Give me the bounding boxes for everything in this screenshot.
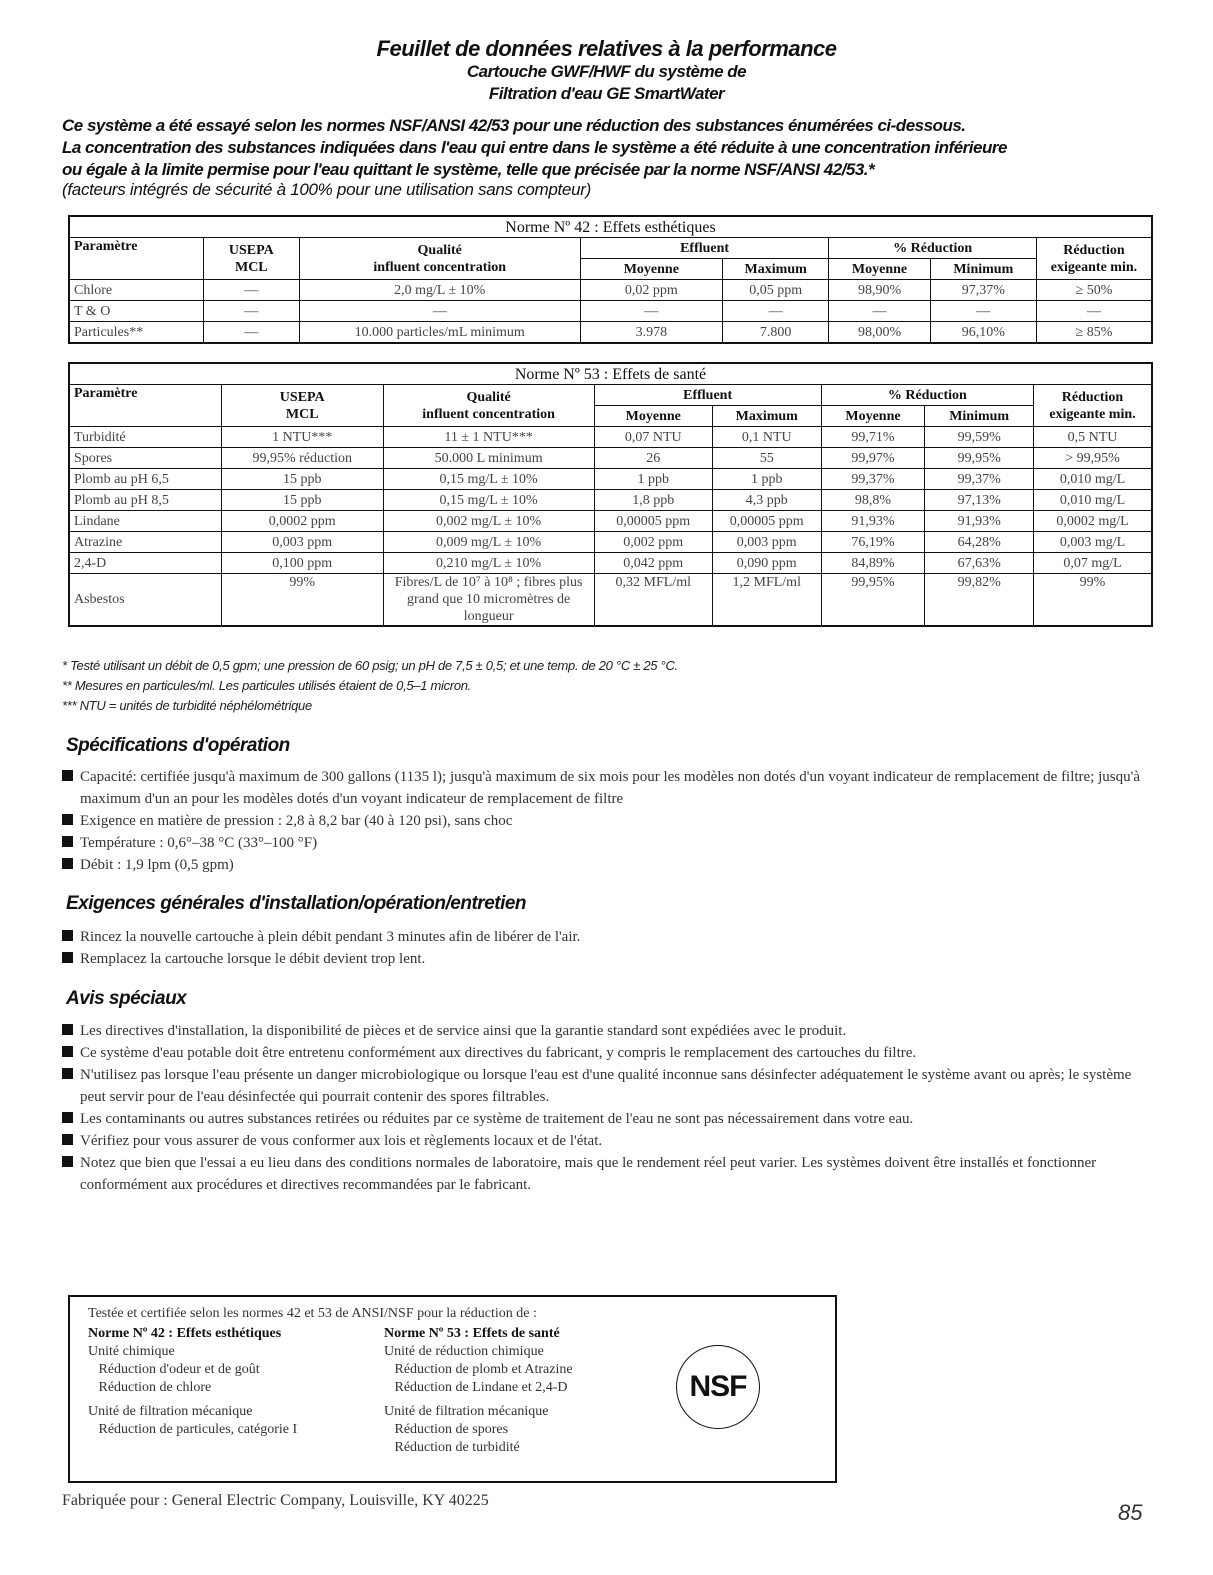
cell: 7.800 bbox=[722, 322, 828, 344]
cell: Maximum bbox=[722, 259, 828, 280]
cell: Réduction exigeante min. bbox=[1036, 238, 1152, 280]
cell: Norme Nº 53 : Effets de santé bbox=[69, 363, 1152, 385]
cell: 98,8% bbox=[821, 490, 925, 511]
cell: 0,02 ppm bbox=[580, 280, 722, 301]
cell: 0,00005 ppm bbox=[712, 511, 821, 532]
cell: Asbestos bbox=[69, 574, 221, 627]
table-row bbox=[69, 301, 1152, 322]
cell: 91,93% bbox=[821, 511, 925, 532]
cell: Plomb au pH 6,5 bbox=[69, 469, 221, 490]
bullet-list bbox=[62, 1020, 1152, 1196]
cell: Qualité influent concentration bbox=[299, 238, 580, 280]
cell: 50.000 L minimum bbox=[383, 448, 594, 469]
page-number: 85 bbox=[1118, 1500, 1143, 1525]
cell: — bbox=[930, 301, 1036, 322]
cert-heading: Norme Nº 42 : Effets esthétiques bbox=[88, 1326, 282, 1341]
bullet-icon bbox=[62, 814, 73, 825]
cell: Paramètre bbox=[69, 385, 221, 427]
cell: 11 ± 1 NTU*** bbox=[383, 427, 594, 448]
cell: — bbox=[1036, 301, 1152, 322]
cell: 0,009 mg/L ± 10% bbox=[383, 532, 594, 553]
cell: 1 ppb bbox=[594, 469, 712, 490]
cell: 0,1 NTU bbox=[712, 427, 821, 448]
cell: 91,93% bbox=[925, 511, 1034, 532]
cert-line: Unité de filtration mécanique bbox=[384, 1404, 549, 1419]
bullet-icon bbox=[62, 1068, 73, 1079]
table-row bbox=[69, 280, 1152, 301]
list-item: Capacité: certifiée jusqu'à maximum de 300 gallons (1135 l); jusqu'à maximum de six mois pour les modèles non dotés d'un voyant indicateur de remplacement de filtre; jusqu'à maximum d'un an pour les modèles dotés d'un voyant indicateur de remplacement de filtre bbox=[62, 766, 1152, 810]
cell: 97,13% bbox=[925, 490, 1034, 511]
cell: 0,15 mg/L ± 10% bbox=[383, 469, 594, 490]
cell: 99,95% bbox=[821, 574, 925, 627]
cell: 99,37% bbox=[821, 469, 925, 490]
cell: — bbox=[203, 322, 299, 344]
page-title: Feuillet de données relatives à la performance bbox=[376, 36, 837, 61]
nsf-logo: NSF bbox=[676, 1345, 760, 1429]
cell: — bbox=[829, 301, 930, 322]
cell: 99,95% bbox=[925, 448, 1034, 469]
cell: 0,002 ppm bbox=[594, 532, 712, 553]
cell: 3.978 bbox=[580, 322, 722, 344]
list-item: Exigence en matière de pression : 2,8 à 8,2 bar (40 à 120 psi), sans choc bbox=[62, 810, 1152, 832]
cell: Effluent bbox=[580, 238, 829, 259]
list-item: Ce système d'eau potable doit être entretenu conformément aux directives du fabricant, y compris le remplacement des cartouches du filtre. bbox=[62, 1042, 1152, 1064]
cell: — bbox=[722, 301, 828, 322]
cell: 99,59% bbox=[925, 427, 1034, 448]
cell: Lindane bbox=[69, 511, 221, 532]
cell: 0,010 mg/L bbox=[1034, 490, 1153, 511]
cell: 4,3 ppb bbox=[712, 490, 821, 511]
table-row bbox=[69, 553, 1152, 574]
cell: Moyenne bbox=[580, 259, 722, 280]
cell: 1 ppb bbox=[712, 469, 821, 490]
cell: Atrazine bbox=[69, 532, 221, 553]
cell: 15 ppb bbox=[221, 490, 383, 511]
footer: Fabriquée pour : General Electric Company, Louisville, KY 40225 bbox=[62, 1492, 489, 1509]
cell: Moyenne bbox=[594, 406, 712, 427]
cell: Réduction exigeante min. bbox=[1034, 385, 1153, 427]
cell: 2,4-D bbox=[69, 553, 221, 574]
cert-intro: Testée et certifiée selon les normes 42 et 53 de ANSI/NSF pour la réduction de : bbox=[88, 1306, 537, 1321]
cell: Qualité influent concentration bbox=[383, 385, 594, 427]
cell: 99,97% bbox=[821, 448, 925, 469]
cell: Moyenne bbox=[829, 259, 930, 280]
cell: 2,0 mg/L ± 10% bbox=[299, 280, 580, 301]
cell: % Réduction bbox=[829, 238, 1037, 259]
cert-line: Réduction de chlore bbox=[88, 1380, 212, 1395]
cell: Moyenne bbox=[821, 406, 925, 427]
cell: 0,0002 mg/L bbox=[1034, 511, 1153, 532]
cert-line: Unité de filtration mécanique bbox=[88, 1404, 253, 1419]
cell: Turbidité bbox=[69, 427, 221, 448]
cell: 1,8 ppb bbox=[594, 490, 712, 511]
cert-line: Unité de réduction chimique bbox=[384, 1344, 544, 1359]
cert-line: Réduction de particules, catégorie I bbox=[88, 1422, 298, 1437]
cell: Plomb au pH 8,5 bbox=[69, 490, 221, 511]
cell: Fibres/L de 10⁷ à 10⁸ ; fibres plus grand que 10 micromètres de longueur bbox=[383, 574, 594, 627]
bullet-icon bbox=[62, 1134, 73, 1145]
bullet-icon bbox=[62, 952, 73, 963]
intro-line: ou égale à la limite permise pour l'eau quittant le système, telle que précisée par la norme NSF/ANSI 42/53.* bbox=[62, 160, 875, 179]
cell: 97,37% bbox=[930, 280, 1036, 301]
bullet-list bbox=[62, 926, 1152, 970]
bullet-list bbox=[62, 766, 1152, 876]
cell: — bbox=[203, 301, 299, 322]
cell: 84,89% bbox=[821, 553, 925, 574]
cell: 0,15 mg/L ± 10% bbox=[383, 490, 594, 511]
cell: 98,00% bbox=[829, 322, 930, 344]
table-norme-42 bbox=[68, 215, 1153, 344]
footnote: * Testé utilisant un débit de 0,5 gpm; une pression de 60 psig; un pH de 7,5 ± 0,5; et une temp. de 20 °C ± 25 °C. bbox=[62, 658, 678, 673]
cell: Paramètre bbox=[69, 238, 203, 280]
list-item: Température : 0,6°–38 °C (33°–100 °F) bbox=[62, 832, 1152, 854]
bullet-icon bbox=[62, 930, 73, 941]
bullet-icon bbox=[62, 1024, 73, 1035]
cell: 99,82% bbox=[925, 574, 1034, 627]
cell: 0,0002 ppm bbox=[221, 511, 383, 532]
cert-line: Réduction de spores bbox=[384, 1422, 509, 1437]
cell: 0,05 ppm bbox=[722, 280, 828, 301]
cell: 15 ppb bbox=[221, 469, 383, 490]
bullet-icon bbox=[62, 1046, 73, 1057]
cell: 0,003 mg/L bbox=[1034, 532, 1153, 553]
cell: 0,010 mg/L bbox=[1034, 469, 1153, 490]
cell: 1,2 MFL/ml bbox=[712, 574, 821, 627]
cell: — bbox=[299, 301, 580, 322]
table-row bbox=[69, 574, 1152, 627]
cert-line: Réduction de plomb et Atrazine bbox=[384, 1362, 573, 1377]
table-row bbox=[69, 427, 1152, 448]
cert-heading: Norme Nº 53 : Effets de santé bbox=[384, 1326, 560, 1341]
intro-line: La concentration des substances indiquées dans l'eau qui entre dans le système a été réduite à une concentration inférieure bbox=[62, 138, 1007, 157]
cell: T & O bbox=[69, 301, 203, 322]
footnote: ** Mesures en particules/ml. Les particules utilisés étaient de 0,5–1 micron. bbox=[62, 678, 471, 693]
cell: 1 NTU*** bbox=[221, 427, 383, 448]
cell: 0,210 mg/L ± 10% bbox=[383, 553, 594, 574]
subtitle: Cartouche GWF/HWF du système de bbox=[466, 62, 747, 81]
cell: Particules** bbox=[69, 322, 203, 344]
section-heading: Spécifications d'opération bbox=[66, 735, 290, 756]
bullet-icon bbox=[62, 1112, 73, 1123]
intro-note: (facteurs intégrés de sécurité à 100% pour une utilisation sans compteur) bbox=[62, 180, 592, 199]
bullet-icon bbox=[62, 836, 73, 847]
cell: Effluent bbox=[594, 385, 821, 406]
cell: 76,19% bbox=[821, 532, 925, 553]
cell: 0,5 NTU bbox=[1034, 427, 1153, 448]
cell: Maximum bbox=[712, 406, 821, 427]
subtitle: Filtration d'eau GE SmartWater bbox=[488, 84, 725, 103]
cell: 99,71% bbox=[821, 427, 925, 448]
cell: — bbox=[580, 301, 722, 322]
cell: 0,32 MFL/ml bbox=[594, 574, 712, 627]
cell: 0,100 ppm bbox=[221, 553, 383, 574]
list-item: N'utilisez pas lorsque l'eau présente un danger microbiologique ou lorsque l'eau est d'une qualité inconnue sans désinfecter adéquatement le système avant ou après; le système peut servir pour de l'eau désinfectée qui pourrait contenir des spores filtrables. bbox=[62, 1064, 1152, 1108]
cell: 99,37% bbox=[925, 469, 1034, 490]
cell: USEPA MCL bbox=[221, 385, 383, 427]
list-item: Vérifiez pour vous assurer de vous conformer aux lois et règlements locaux et de l'état. bbox=[62, 1130, 1152, 1152]
cell: Minimum bbox=[925, 406, 1034, 427]
cell: 0,003 ppm bbox=[712, 532, 821, 553]
cert-line: Réduction de turbidité bbox=[384, 1440, 520, 1455]
cell: 0,002 mg/L ± 10% bbox=[383, 511, 594, 532]
table-row bbox=[69, 322, 1152, 344]
cell: 0,07 NTU bbox=[594, 427, 712, 448]
footnote: *** NTU = unités de turbidité néphélométrique bbox=[62, 698, 312, 713]
cell: 0,003 ppm bbox=[221, 532, 383, 553]
cell: Norme Nº 42 : Effets esthétiques bbox=[69, 216, 1152, 238]
cell: 99,95% réduction bbox=[221, 448, 383, 469]
cell: % Réduction bbox=[821, 385, 1033, 406]
cell: 0,07 mg/L bbox=[1034, 553, 1153, 574]
cell: USEPA MCL bbox=[203, 238, 299, 280]
list-item: Les contaminants ou autres substances retirées ou réduites par ce système de traitement de l'eau ne sont pas nécessairement dans votre eau. bbox=[62, 1108, 1152, 1130]
cert-line: Réduction d'odeur et de goût bbox=[88, 1362, 260, 1377]
cell: > 99,95% bbox=[1034, 448, 1153, 469]
cell: Spores bbox=[69, 448, 221, 469]
cell: 55 bbox=[712, 448, 821, 469]
cell: Minimum bbox=[930, 259, 1036, 280]
table-row bbox=[69, 469, 1152, 490]
section-heading: Avis spéciaux bbox=[66, 988, 187, 1009]
table-row bbox=[69, 448, 1152, 469]
list-item: Débit : 1,9 lpm (0,5 gpm) bbox=[62, 854, 1152, 876]
list-item: Rincez la nouvelle cartouche à plein débit pendant 3 minutes afin de libérer de l'air. bbox=[62, 926, 1152, 948]
table-row bbox=[69, 532, 1152, 553]
bullet-icon bbox=[62, 858, 73, 869]
cell: 64,28% bbox=[925, 532, 1034, 553]
table-norme-53 bbox=[68, 362, 1153, 627]
table-row bbox=[69, 511, 1152, 532]
intro-line: Ce système a été essayé selon les normes NSF/ANSI 42/53 pour une réduction des substances énumérées ci-dessous. bbox=[62, 116, 966, 135]
cell: 0,042 ppm bbox=[594, 553, 712, 574]
cert-line: Unité chimique bbox=[88, 1344, 175, 1359]
list-item: Remplacez la cartouche lorsque le débit devient trop lent. bbox=[62, 948, 1152, 970]
cell: ≥ 85% bbox=[1036, 322, 1152, 344]
list-item: Les directives d'installation, la disponibilité de pièces et de service ainsi que la garantie standard sont expédiées avec le produit. bbox=[62, 1020, 1152, 1042]
cell: Chlore bbox=[69, 280, 203, 301]
cell: 0,00005 ppm bbox=[594, 511, 712, 532]
bullet-icon bbox=[62, 770, 73, 781]
table-row bbox=[69, 490, 1152, 511]
cell: 10.000 particles/mL minimum bbox=[299, 322, 580, 344]
cell: 99% bbox=[221, 574, 383, 627]
cell: — bbox=[203, 280, 299, 301]
cell: 96,10% bbox=[930, 322, 1036, 344]
cell: 98,90% bbox=[829, 280, 930, 301]
list-item: Notez que bien que l'essai a eu lieu dans des conditions normales de laboratoire, mais que le rendement réel peut varier. Les systèmes doivent être installés et fonctionner conformément aux procédures et directives recommandées par le fabricant. bbox=[62, 1152, 1152, 1196]
bullet-icon bbox=[62, 1156, 73, 1167]
cell: 26 bbox=[594, 448, 712, 469]
section-heading: Exigences générales d'installation/opération/entretien bbox=[66, 893, 527, 914]
cell: ≥ 50% bbox=[1036, 280, 1152, 301]
cell: 99% bbox=[1034, 574, 1153, 627]
cert-line: Réduction de Lindane et 2,4-D bbox=[384, 1380, 568, 1395]
cell: 0,090 ppm bbox=[712, 553, 821, 574]
cell: 67,63% bbox=[925, 553, 1034, 574]
